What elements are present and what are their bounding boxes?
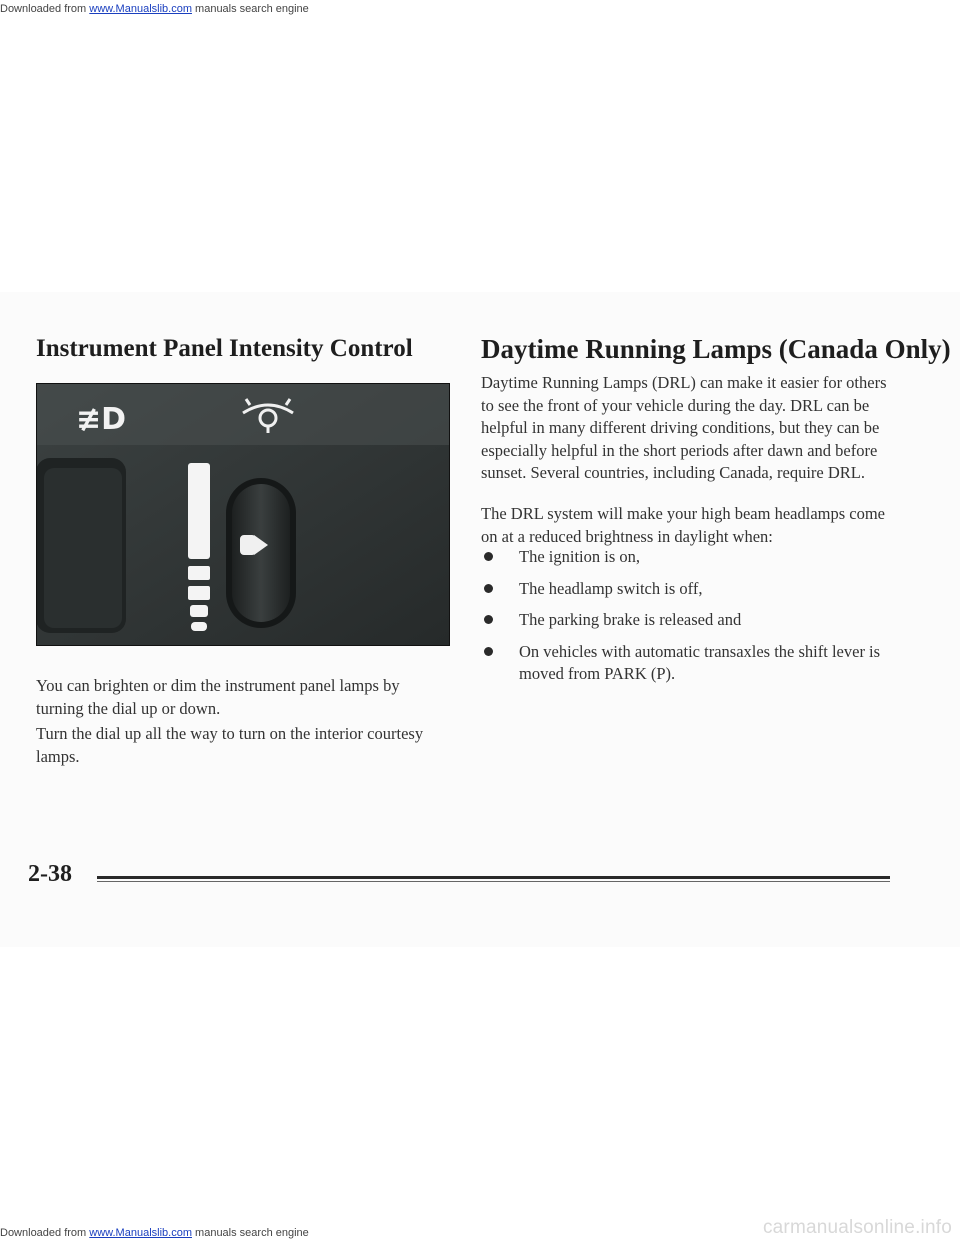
bullet-icon bbox=[484, 584, 493, 593]
list-item-text: The parking brake is released and bbox=[519, 610, 742, 629]
drl-condition-list bbox=[481, 546, 901, 686]
download-banner bbox=[0, 3, 309, 15]
manualslib-link[interactable]: www.Manualslib.com bbox=[89, 3, 192, 15]
footer-download-banner bbox=[0, 1227, 309, 1239]
paragraph-brighten-dim: You can brighten or dim the instrument panel lamps by turning the dial up or down. bbox=[36, 676, 400, 718]
bullet-icon bbox=[484, 647, 493, 656]
fog-lamp-icon bbox=[76, 402, 126, 437]
banner-prefix: Downloaded from bbox=[0, 3, 90, 15]
list-item bbox=[481, 641, 901, 686]
footer-rule-thin bbox=[97, 881, 890, 882]
section-heading-drl: Daytime Running Lamps (Canada Only) bbox=[481, 334, 951, 364]
paragraph-courtesy-lamps: Turn the dial up all the way to turn on the interior courtesy lamps. bbox=[36, 724, 424, 766]
instrument-panel-photo bbox=[36, 383, 450, 646]
paragraph-drl-conditions: The DRL system will make your high beam headlamps come on at a reduced brightness in daylight when: bbox=[481, 504, 886, 546]
page-number: 2-38 bbox=[28, 861, 72, 887]
list-item bbox=[481, 578, 901, 601]
footer-banner-suffix: manuals search engine bbox=[191, 1227, 309, 1239]
list-item-text: The headlamp switch is off, bbox=[519, 578, 703, 598]
banner-suffix: manuals search engine bbox=[191, 3, 309, 15]
dial-illustration bbox=[36, 383, 450, 646]
carmanualsonline-watermark: carmanualsonline.info bbox=[762, 1217, 952, 1238]
list-item-text: The ignition is on, bbox=[519, 547, 640, 566]
list-item bbox=[481, 546, 901, 569]
section-heading-instrument-panel: Instrument Panel Intensity Control bbox=[36, 335, 413, 362]
footer-rule bbox=[97, 876, 890, 879]
svg-text:≢D: ≢D bbox=[76, 402, 127, 437]
footer-banner-prefix: Downloaded from bbox=[0, 1227, 90, 1239]
intensity-scale-icon bbox=[188, 463, 210, 631]
intensity-dial[interactable] bbox=[226, 478, 296, 628]
list-item bbox=[481, 609, 901, 632]
bullet-icon bbox=[484, 615, 493, 624]
paragraph-drl-intro: Daytime Running Lamps (DRL) can make it easier for others to see the front of your vehicle during the day. DRL can be helpful in many different driving conditions, but they can be especially helpful in the short periods after dawn and before sunset. Several countries, including Canada, require DRL. bbox=[481, 373, 887, 482]
footer-manualslib-link[interactable]: www.Manualslib.com bbox=[89, 1227, 192, 1239]
list-item-text: On vehicles with automatic transaxles the shift lever is moved from PARK (P). bbox=[519, 641, 881, 683]
bullet-icon bbox=[484, 552, 493, 561]
